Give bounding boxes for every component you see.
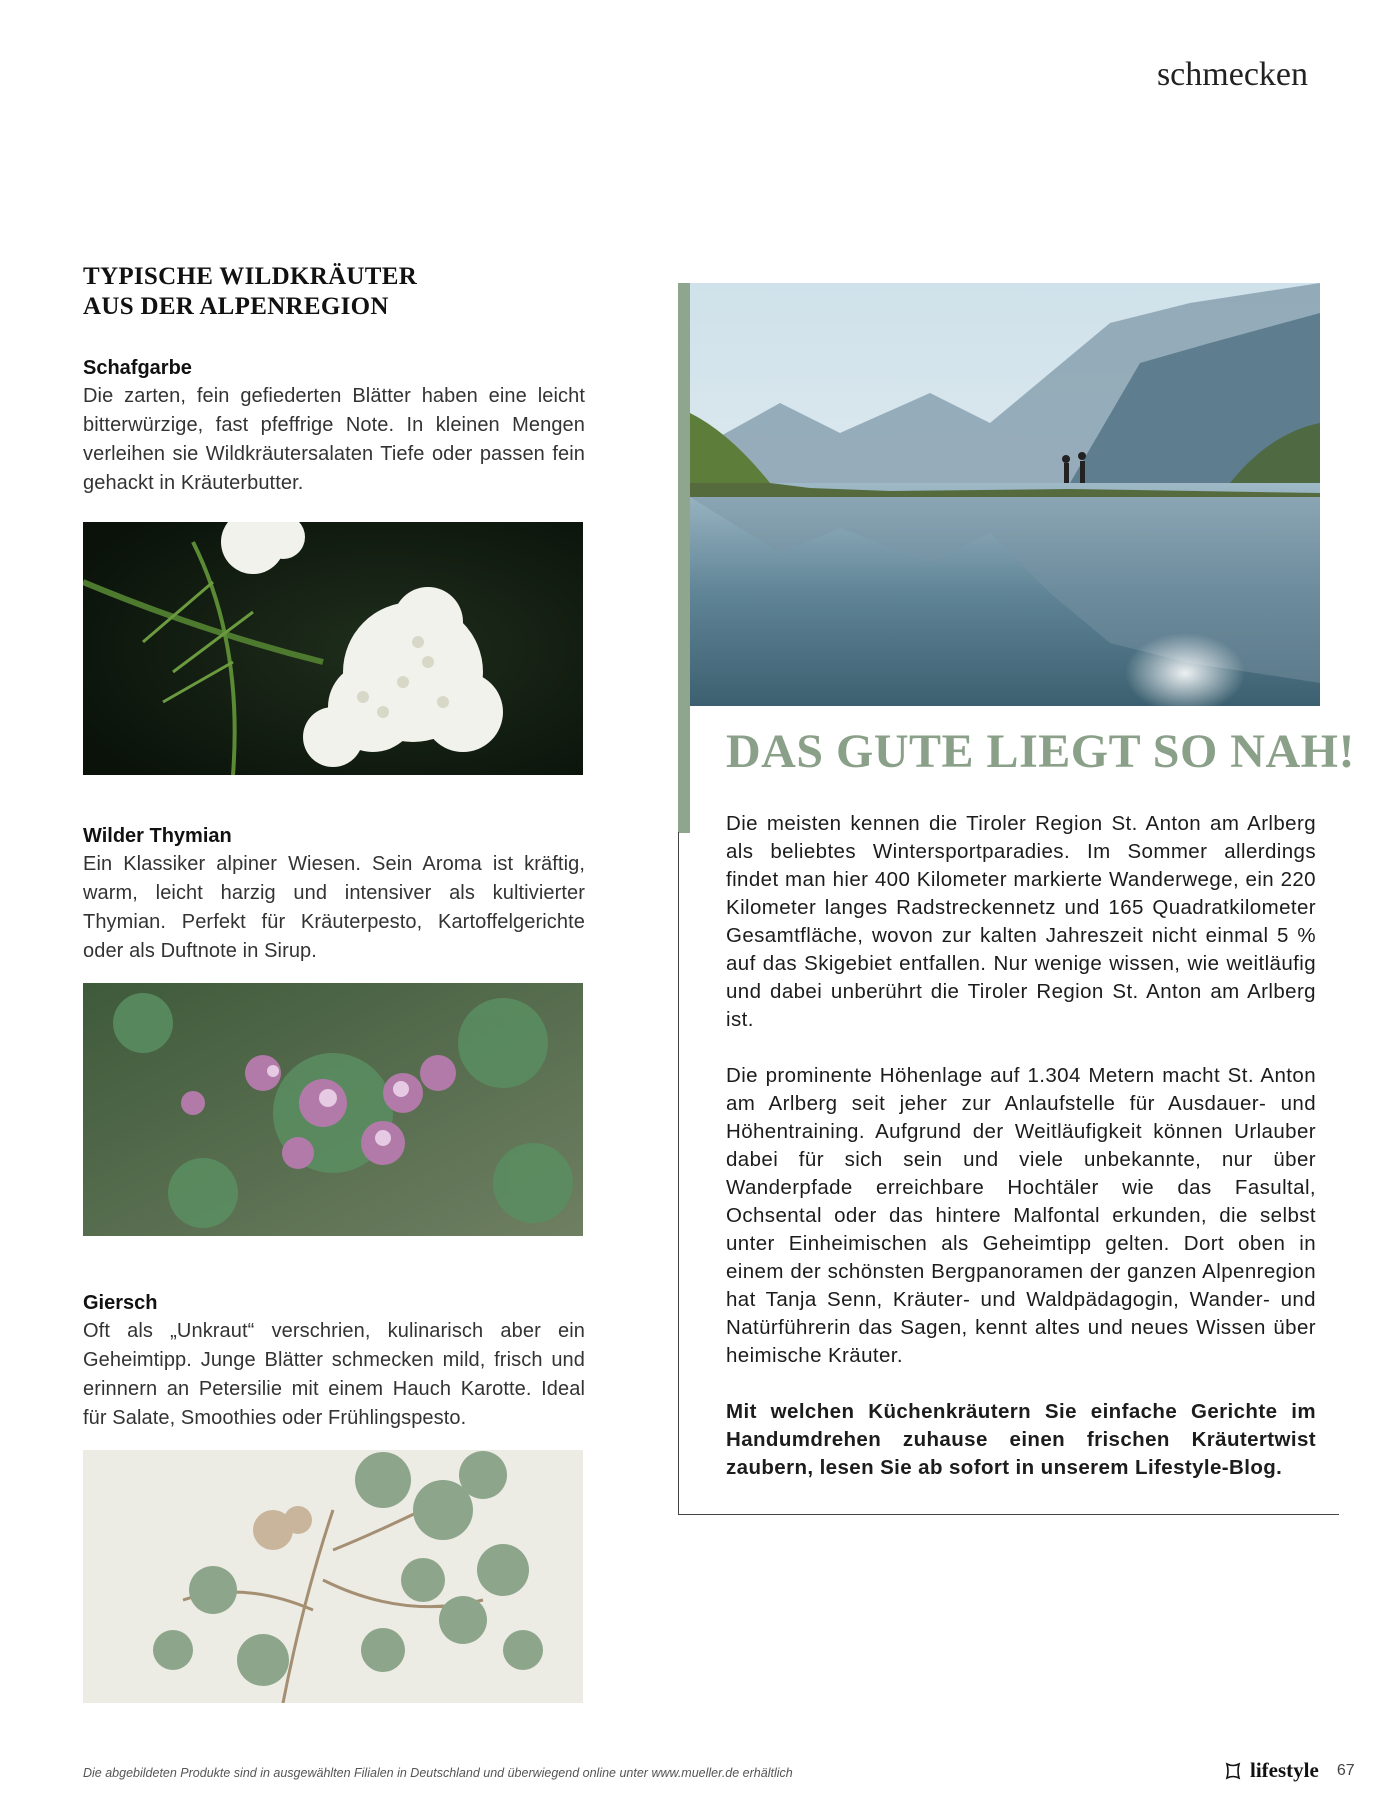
article-paragraph: Die prominente Höhenlage auf 1.304 Metern macht St. Anton am Arlberg seit jeher zur Anlaufstelle für Ausdauer- und Höhentraining. Aufgrund der Weitläufigkeit können Urlauber dabei für sich sein und viele unbekannte, nur über Wanderpfade erreichbare Hochtäler wie das Fasultal, Ochsental oder das hintere Malfontal erkunden, die selbst unter Einheimischen als Geheimtipp gelten. Dort oben in einem der schönsten Bergpanoramen der ganzen Alpenregion hat Tanja Senn, Kräuter- und Waldpädagogin, Wander- und Natürführerin das Sagen, kennt altes und neues Wissen über heimische Kräuter.: [726, 1064, 1316, 1367]
brand-logo-icon: [1224, 1762, 1242, 1780]
article-teaser: Mit welchen Küchenkräutern Sie einfache Gerichte im Handumdrehen zuhause einen frischen Kräutertwist zaubern, lesen Sie ab sofort in unserem Lifestyle-Blog.: [726, 1400, 1316, 1479]
thyme-photo: [83, 983, 583, 1236]
page-number: 67: [1336, 1761, 1355, 1779]
herbs-heading: [83, 262, 585, 322]
herb-column: [83, 262, 585, 1429]
herb-description: Ein Klassiker alpiner Wiesen. Sein Aroma ist kräftig, warm, leicht harzig und intensiver als kultivierter Thymian. Perfekt für Kräuterpesto, Kartoffelgerichte oder als Duftnote in Sirup.: [83, 853, 585, 962]
article-body: [726, 810, 1316, 1510]
article-title: DAS GUTE LIEGT SO NAH!: [726, 725, 1355, 778]
brand-name: lifestyle: [1250, 1758, 1319, 1782]
box-border-left: [678, 832, 679, 1515]
herb-name: Schafgarbe: [83, 357, 192, 379]
herb-name: Wilder Thymian: [83, 825, 232, 847]
section-label: schmecken: [1156, 56, 1308, 93]
herb-schafgarbe: [83, 354, 585, 498]
herbs-heading-line1: TYPISCHE WILDKRÄUTER: [83, 263, 418, 290]
article-paragraph: Die meisten kennen die Tiroler Region St. Anton am Arlberg als beliebtes Wintersportparadies. Im Sommer allerdings findet man hier 400 Kilometer markierte Wanderwege, ein 220 Kilometer langes Radstreckennetz und 165 Quadratkilometer Gesamtfläche, wovon zur kalten Jahreszeit nicht einmal 5 % auf das Skigebiet entfallen. Nur wenige wissen, wie weitläufig und dabei unberührt die Tiroler Region St. Anton am Arlberg ist.: [726, 812, 1316, 1031]
herb-name: Giersch: [83, 1292, 158, 1314]
herb-description: Die zarten, fein gefiederten Blätter haben eine leicht bitterwürzige, fast pfeffrige Note. In kleinen Mengen verleihen sie Wildkräutersalaten Tiefe oder passen fein gehackt in Kräuterbutter.: [83, 385, 585, 494]
footer-disclaimer: Die abgebildeten Produkte sind in ausgewählten Filialen in Deutschland und überwiegend online unter www.mueller.de erhältlich: [83, 1766, 793, 1780]
box-border-bottom: [678, 1514, 1339, 1515]
herb-giersch: [83, 1289, 585, 1433]
herb-description: Oft als „Unkraut“ verschrien, kulinarisch aber ein Geheimtipp. Junge Blätter schmecken mild, frisch und erinnern an Petersilie mit einem Hauch Karotte. Ideal für Salate, Smoothies oder Frühlingspesto.: [83, 1320, 585, 1429]
yarrow-photo: [83, 522, 583, 775]
footer-brand: [1224, 1758, 1355, 1783]
herbs-heading-line2: AUS DER ALPENREGION: [83, 293, 389, 320]
giersch-photo: [83, 1450, 583, 1703]
accent-bar: [678, 283, 690, 833]
herb-wilder-thymian: [83, 822, 585, 966]
mountain-lake-photo: [690, 283, 1320, 706]
